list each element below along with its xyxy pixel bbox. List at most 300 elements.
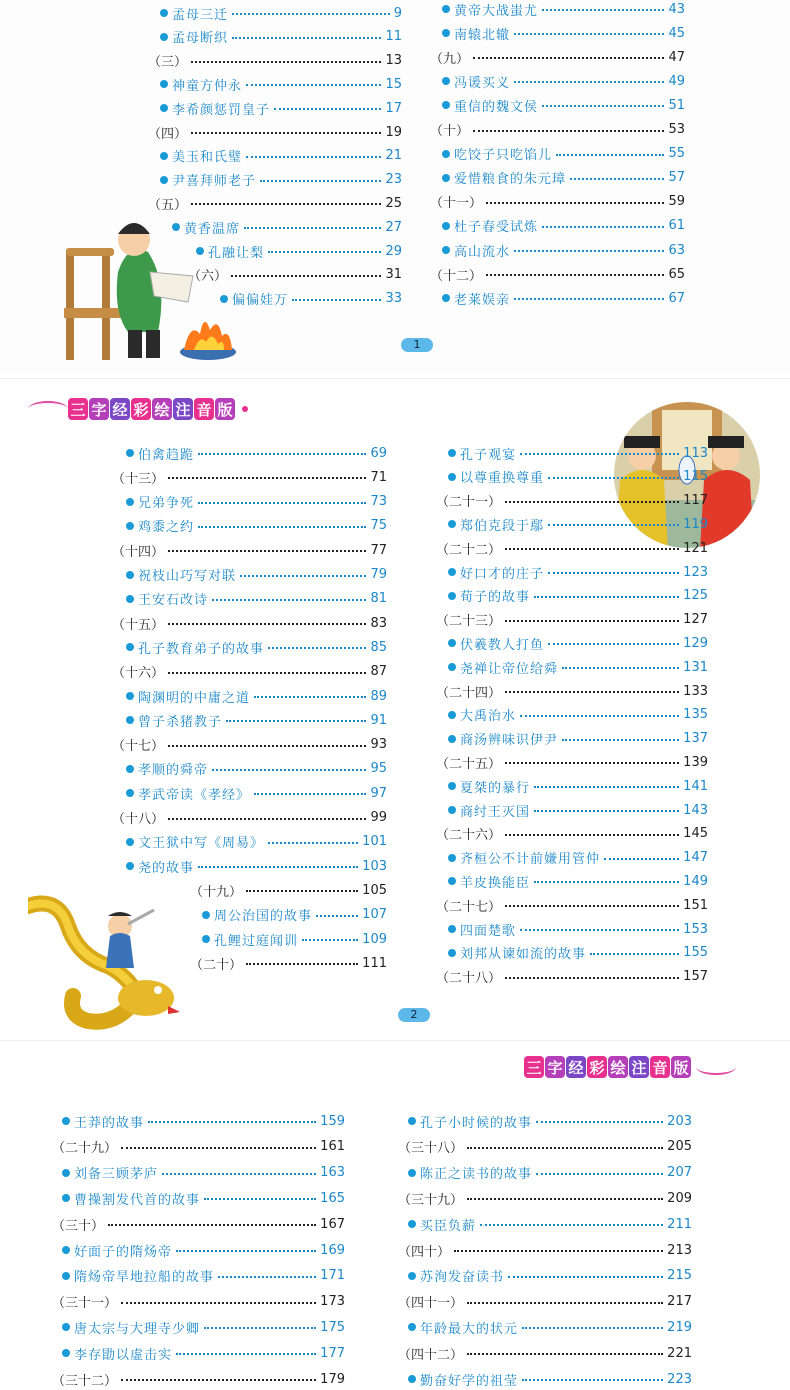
toc-page-number: 107 xyxy=(362,907,387,923)
dot-leader xyxy=(542,7,664,11)
toc-page-number: 153 xyxy=(683,921,708,937)
toc-entry-row[interactable] xyxy=(160,26,402,48)
dot-leader xyxy=(198,451,366,455)
toc-entry-row[interactable] xyxy=(408,1368,692,1390)
dot-leader xyxy=(198,500,366,504)
toc-title: 刘邦从谏如流的故事 xyxy=(460,947,587,963)
toc-title: 郑伯克段于鄢 xyxy=(460,518,545,534)
dot-leader xyxy=(548,570,679,574)
toc-entry-row[interactable] xyxy=(220,288,402,310)
toc-section-row[interactable] xyxy=(436,823,708,845)
toc-page-number: 135 xyxy=(683,707,708,723)
dot-leader xyxy=(542,103,664,107)
bullet-icon xyxy=(160,104,168,112)
toc-page-number: 51 xyxy=(668,97,685,113)
dot-leader xyxy=(505,975,679,979)
dot-leader xyxy=(168,621,366,625)
dot-leader xyxy=(570,176,664,180)
toc-page-number: 143 xyxy=(683,802,708,818)
dot-leader xyxy=(226,718,366,722)
bullet-icon xyxy=(196,247,204,255)
toc-title: （十六） xyxy=(112,666,165,682)
toc-page-number: 13 xyxy=(385,53,402,69)
banner-char: 版 xyxy=(671,1056,691,1078)
toc-entry-row[interactable] xyxy=(160,169,402,191)
toc-section-row[interactable] xyxy=(52,1291,345,1313)
toc-section-row[interactable] xyxy=(148,121,402,143)
toc-entry-row[interactable] xyxy=(442,0,685,20)
toc-entry-row[interactable] xyxy=(442,239,685,261)
dot-leader xyxy=(548,475,679,479)
dot-leader xyxy=(534,808,679,812)
toc-entry-row[interactable] xyxy=(442,94,685,116)
toc-title: 重信的魏文侯 xyxy=(454,99,539,115)
toc-section-row[interactable] xyxy=(148,192,402,214)
toc-entry-row[interactable] xyxy=(62,1110,345,1132)
dot-leader xyxy=(520,713,679,717)
toc-page-number: 67 xyxy=(668,290,685,306)
toc-page-number: 29 xyxy=(385,243,402,259)
toc-title: 祝枝山巧写对联 xyxy=(138,569,237,584)
toc-entry-row[interactable] xyxy=(62,1316,345,1338)
toc-section-row[interactable] xyxy=(398,1136,692,1158)
toc-title: （九） xyxy=(430,51,470,67)
toc-entry-row[interactable] xyxy=(448,728,708,750)
dot-leader xyxy=(467,1300,663,1304)
toc-page-number: 27 xyxy=(385,219,402,235)
toc-section-row[interactable] xyxy=(436,751,708,773)
bullet-icon xyxy=(62,1349,70,1357)
toc-title: （二十三） xyxy=(436,614,502,630)
bullet-icon xyxy=(448,854,456,862)
toc-title: 兄弟争死 xyxy=(138,496,195,512)
toc-page-number: 147 xyxy=(683,850,708,866)
bullet-icon xyxy=(442,174,450,182)
toc-entry-row[interactable] xyxy=(126,831,387,853)
toc-page-number: 175 xyxy=(320,1319,345,1335)
toc-page-number: 145 xyxy=(683,826,708,842)
dot-leader xyxy=(604,856,679,860)
toc-page-number: 169 xyxy=(320,1242,345,1258)
toc-page-number: 219 xyxy=(667,1319,692,1335)
toc-title: 尧的故事 xyxy=(138,860,195,876)
toc-section-row[interactable] xyxy=(112,539,387,561)
toc-title: 冯谖买义 xyxy=(454,75,511,91)
toc-entry-row[interactable] xyxy=(448,466,708,488)
toc-title: 美玉和氏璧 xyxy=(172,150,243,166)
bullet-icon xyxy=(126,643,134,651)
toc-section-row[interactable] xyxy=(436,680,708,702)
toc-title: （二十八） xyxy=(436,971,502,987)
dot-leader xyxy=(191,59,381,63)
toc-entry-row[interactable] xyxy=(126,442,387,464)
toc-page-number: 139 xyxy=(683,754,708,770)
toc-entry-row[interactable] xyxy=(448,942,708,964)
toc-title: 尧禅让帝位给舜 xyxy=(460,661,559,677)
toc-page-number: 15 xyxy=(385,76,402,92)
bullet-icon xyxy=(448,925,456,933)
toc-page-number: 211 xyxy=(667,1216,692,1232)
toc-title: 爱惜粮食的朱元璋 xyxy=(454,172,567,188)
bullet-icon xyxy=(126,838,134,846)
dot-leader xyxy=(522,1325,663,1329)
toc-section-row[interactable] xyxy=(430,191,685,213)
dot-leader xyxy=(240,573,366,577)
toc-title: 高山流水 xyxy=(454,244,511,260)
toc-entry-row[interactable] xyxy=(126,491,387,513)
dot-leader xyxy=(590,951,679,955)
toc-page-1 xyxy=(0,0,790,372)
toc-page-number: 127 xyxy=(683,612,708,628)
toc-entry-row[interactable] xyxy=(448,799,708,821)
toc-entry-row[interactable] xyxy=(62,1239,345,1261)
bullet-icon xyxy=(126,498,134,506)
toc-entry-row[interactable] xyxy=(160,73,402,95)
toc-entry-row[interactable] xyxy=(126,782,387,804)
toc-title: 李希颜惩罚皇子 xyxy=(172,102,271,118)
toc-page-number: 125 xyxy=(683,588,708,604)
toc-page-number: 217 xyxy=(667,1294,692,1310)
dot-leader xyxy=(534,879,679,883)
toc-section-row[interactable] xyxy=(398,1291,692,1313)
toc-page-number: 213 xyxy=(667,1242,692,1258)
toc-entry-row[interactable] xyxy=(126,515,387,537)
toc-page-number: 149 xyxy=(683,873,708,889)
toc-title: 神童方仲永 xyxy=(172,78,243,94)
dot-leader xyxy=(246,154,381,158)
toc-page-number: 113 xyxy=(683,445,708,461)
dot-leader xyxy=(508,1274,663,1278)
toc-section-row[interactable] xyxy=(436,609,708,631)
toc-title: （十四） xyxy=(112,544,165,560)
toc-entry-row[interactable] xyxy=(448,442,708,464)
toc-entry-row[interactable] xyxy=(62,1342,345,1364)
toc-entry-row[interactable] xyxy=(126,588,387,610)
toc-title: 王安石改诗 xyxy=(138,593,209,609)
toc-title: 孔融让梨 xyxy=(208,245,265,261)
book-title-banner xyxy=(28,398,248,420)
toc-section-row[interactable] xyxy=(398,1187,692,1209)
dot-leader xyxy=(231,273,381,277)
toc-title: 荀子的故事 xyxy=(460,590,531,606)
toc-entry-row[interactable] xyxy=(448,513,708,535)
toc-title: 夏桀的暴行 xyxy=(460,780,531,796)
toc-entry-row[interactable] xyxy=(448,847,708,869)
bullet-icon xyxy=(126,789,134,797)
toc-page-number: 65 xyxy=(668,266,685,282)
bullet-icon xyxy=(448,473,456,481)
toc-section-row[interactable] xyxy=(112,807,387,829)
toc-entry-row[interactable] xyxy=(442,167,685,189)
toc-entry-row[interactable] xyxy=(62,1265,345,1287)
bullet-icon xyxy=(442,222,450,230)
dot-leader xyxy=(562,665,679,669)
dot-leader xyxy=(168,816,366,820)
toc-title: （四十二） xyxy=(398,1347,464,1363)
toc-section-row[interactable] xyxy=(430,119,685,141)
toc-page-number: 33 xyxy=(385,291,402,307)
toc-section-row[interactable] xyxy=(190,879,387,901)
toc-title: 尹喜拜师老子 xyxy=(172,174,257,190)
toc-page-number: 179 xyxy=(320,1371,345,1387)
toc-entry-row[interactable] xyxy=(442,22,685,44)
toc-page-number: 167 xyxy=(320,1216,345,1232)
dot-leader xyxy=(176,1351,316,1355)
toc-entry-row[interactable] xyxy=(408,1265,692,1287)
toc-entry-row[interactable] xyxy=(202,904,387,926)
dot-leader xyxy=(121,1300,316,1304)
toc-title: （十一） xyxy=(430,196,483,212)
toc-entry-row[interactable] xyxy=(448,775,708,797)
toc-entry-row[interactable] xyxy=(448,585,708,607)
toc-entry-row[interactable] xyxy=(408,1316,692,1338)
toc-title: （十八） xyxy=(112,812,165,827)
toc-title: （十） xyxy=(430,124,470,139)
toc-entry-row[interactable] xyxy=(408,1110,692,1132)
dot-leader xyxy=(212,597,366,601)
toc-page-number: 221 xyxy=(667,1345,692,1361)
toc-title: 勤奋好学的祖莹 xyxy=(420,1373,519,1389)
dot-leader xyxy=(505,689,679,693)
toc-page-number: 115 xyxy=(683,469,708,485)
toc-page-number: 159 xyxy=(320,1113,345,1129)
toc-title: 孔子观宴 xyxy=(460,447,517,463)
toc-title: 曾子杀猪教子 xyxy=(138,714,223,730)
dot-leader xyxy=(505,546,679,550)
dot-leader xyxy=(542,224,664,228)
toc-page-number: 77 xyxy=(370,542,387,558)
toc-page-number: 223 xyxy=(667,1371,692,1387)
toc-section-row[interactable] xyxy=(436,894,708,916)
toc-entry-row[interactable] xyxy=(160,97,402,119)
toc-title: （二十四） xyxy=(436,685,502,701)
toc-entry-row[interactable] xyxy=(62,1162,345,1184)
dot-leader xyxy=(467,1196,663,1200)
toc-page-number: 117 xyxy=(683,493,708,509)
dot-leader xyxy=(473,55,664,59)
toc-title: 孝武帝读《孝经》 xyxy=(138,787,251,803)
dot-leader xyxy=(467,1351,663,1355)
toc-page-number: 79 xyxy=(370,567,387,582)
toc-section-row[interactable] xyxy=(430,46,685,68)
toc-title: 曹操割发代首的故事 xyxy=(74,1192,201,1208)
bullet-icon xyxy=(126,449,134,457)
toc-title: 商汤辨味识伊尹 xyxy=(460,733,559,749)
toc-entry-row[interactable] xyxy=(126,636,387,658)
dot-leader xyxy=(121,1145,316,1149)
toc-entry-row[interactable] xyxy=(448,632,708,654)
toc-entry-row[interactable] xyxy=(442,287,685,309)
dot-leader xyxy=(246,888,358,892)
toc-entry-row[interactable] xyxy=(202,928,387,950)
toc-page-number: 45 xyxy=(668,25,685,41)
bullet-icon xyxy=(448,520,456,528)
toc-section-row[interactable] xyxy=(112,734,387,756)
page-number: 1 xyxy=(401,338,433,352)
toc-entry-row[interactable] xyxy=(442,143,685,165)
dot-leader xyxy=(162,1171,316,1175)
toc-title: 黄帝大战蚩尤 xyxy=(454,3,539,19)
toc-section-row[interactable] xyxy=(398,1239,692,1261)
toc-page-number: 61 xyxy=(668,218,685,234)
toc-page-number: 111 xyxy=(362,955,387,971)
dot-leader xyxy=(514,31,664,35)
toc-title: 羊皮换能臣 xyxy=(460,875,531,891)
toc-section-row[interactable] xyxy=(52,1136,345,1158)
bullet-icon xyxy=(448,568,456,576)
dot-leader xyxy=(548,641,679,645)
bullet-icon xyxy=(126,692,134,700)
dot-leader xyxy=(505,832,679,836)
toc-title: 孟母三迁 xyxy=(172,7,229,23)
toc-page-number: 155 xyxy=(683,945,708,961)
toc-entry-row[interactable] xyxy=(160,2,402,24)
toc-entry-row[interactable] xyxy=(448,561,708,583)
toc-page-number: 81 xyxy=(370,591,387,607)
dot-leader xyxy=(260,178,381,182)
bullet-icon xyxy=(448,782,456,790)
toc-page-number: 21 xyxy=(385,148,402,164)
dot-leader xyxy=(204,1325,316,1329)
toc-entry-row[interactable] xyxy=(126,855,387,877)
toc-section-row[interactable] xyxy=(112,466,387,488)
bullet-icon xyxy=(448,639,456,647)
dot-leader xyxy=(212,767,366,771)
dot-leader xyxy=(534,784,679,788)
toc-section-row[interactable] xyxy=(436,537,708,559)
toc-page-number: 49 xyxy=(668,73,685,89)
boy-riding-dragon-illustration xyxy=(28,886,183,1034)
bullet-icon xyxy=(202,935,210,943)
bullet-icon xyxy=(448,735,456,743)
toc-title: 孔子小时候的故事 xyxy=(420,1115,533,1131)
toc-title: （三十） xyxy=(52,1218,105,1234)
dot-leader xyxy=(514,248,664,252)
toc-title: （三十八） xyxy=(398,1141,464,1157)
toc-section-row[interactable] xyxy=(190,952,387,974)
bullet-icon xyxy=(442,101,450,109)
toc-title: （三十二） xyxy=(52,1373,118,1389)
toc-title: （十九） xyxy=(190,884,243,900)
toc-page-number: 137 xyxy=(683,731,708,747)
bullet-icon xyxy=(126,571,134,579)
toc-entry-row[interactable] xyxy=(448,656,708,678)
toc-page-number: 57 xyxy=(668,170,685,186)
toc-title: （三） xyxy=(148,55,188,71)
bullet-icon xyxy=(408,1117,416,1125)
toc-title: 黄香温席 xyxy=(184,221,241,237)
toc-section-row[interactable] xyxy=(112,661,387,683)
toc-page-number: 53 xyxy=(668,122,685,137)
bullet-icon xyxy=(62,1194,70,1202)
banner-char: 注 xyxy=(629,1056,649,1078)
toc-title: 买臣负薪 xyxy=(420,1218,477,1234)
dot-leader xyxy=(536,1119,663,1123)
toc-entry-row[interactable] xyxy=(196,240,402,262)
toc-entry-row[interactable] xyxy=(408,1213,692,1235)
toc-entry-row[interactable] xyxy=(126,685,387,707)
toc-entry-row[interactable] xyxy=(448,870,708,892)
toc-page-number: 131 xyxy=(683,659,708,675)
bullet-icon xyxy=(62,1117,70,1125)
dot-leader xyxy=(522,1377,663,1381)
toc-page-number: 129 xyxy=(683,635,708,651)
dot-leader xyxy=(168,548,366,552)
toc-page-number: 123 xyxy=(683,564,708,580)
toc-title: （二十七） xyxy=(436,899,502,915)
toc-section-row[interactable] xyxy=(430,263,685,285)
toc-section-row[interactable] xyxy=(188,264,402,286)
toc-title: 伏羲教人打鱼 xyxy=(460,637,545,653)
bullet-icon xyxy=(442,150,450,158)
toc-entry-row[interactable] xyxy=(126,709,387,731)
dot-leader xyxy=(176,1248,316,1252)
toc-page-number: 31 xyxy=(385,267,402,283)
book-title-banner xyxy=(524,1056,736,1078)
toc-section-row[interactable] xyxy=(398,1342,692,1364)
toc-entry-row[interactable] xyxy=(408,1162,692,1184)
toc-title: 唐太宗与大理寺少卿 xyxy=(74,1321,201,1337)
toc-entry-row[interactable] xyxy=(448,704,708,726)
toc-section-row[interactable] xyxy=(436,966,708,988)
toc-entry-row[interactable] xyxy=(160,145,402,167)
toc-page-number: 209 xyxy=(667,1190,692,1206)
toc-entry-row[interactable] xyxy=(172,216,402,238)
toc-title: 好口才的庄子 xyxy=(460,566,545,582)
toc-title: 孔子教育弟子的故事 xyxy=(138,641,265,657)
toc-section-row[interactable] xyxy=(148,50,402,72)
toc-title: （十七） xyxy=(112,739,165,755)
toc-entry-row[interactable] xyxy=(126,564,387,586)
toc-page-number: 103 xyxy=(362,858,387,874)
toc-title: 好面子的隋炀帝 xyxy=(74,1244,173,1260)
toc-entry-row[interactable] xyxy=(448,918,708,940)
toc-entry-row[interactable] xyxy=(442,70,685,92)
toc-page-number: 47 xyxy=(668,49,685,65)
toc-title: 商纣王灭国 xyxy=(460,804,531,820)
toc-page-number: 105 xyxy=(362,882,387,898)
dot-leader xyxy=(268,249,381,253)
toc-title: （三十一） xyxy=(52,1296,118,1312)
dot-leader xyxy=(246,961,358,965)
dot-leader xyxy=(168,743,366,747)
toc-section-row[interactable] xyxy=(112,612,387,634)
bullet-icon xyxy=(202,911,210,919)
toc-page-number: 19 xyxy=(385,124,402,140)
toc-title: 吃饺子只吃馅儿 xyxy=(454,148,553,164)
toc-section-row[interactable] xyxy=(52,1213,345,1235)
toc-page-number: 83 xyxy=(370,615,387,631)
toc-page-number: 161 xyxy=(320,1139,345,1155)
toc-page-number: 173 xyxy=(320,1294,345,1310)
toc-title: 偏偏娃万 xyxy=(232,293,289,309)
dot-leader xyxy=(108,1222,316,1226)
toc-entry-row[interactable] xyxy=(62,1187,345,1209)
banner-char: 三 xyxy=(524,1056,544,1078)
toc-title: 鸡黍之约 xyxy=(138,520,195,536)
toc-entry-row[interactable] xyxy=(126,758,387,780)
dot-leader xyxy=(191,201,381,205)
dot-leader xyxy=(204,1196,316,1200)
dot-leader xyxy=(268,840,358,844)
toc-entry-row[interactable] xyxy=(442,215,685,237)
bullet-icon xyxy=(408,1375,416,1383)
banner-char: 注 xyxy=(173,398,193,420)
toc-section-row[interactable] xyxy=(436,490,708,512)
toc-page-number: 71 xyxy=(370,469,387,485)
bullet-icon xyxy=(160,9,168,17)
toc-section-row[interactable] xyxy=(52,1368,345,1390)
